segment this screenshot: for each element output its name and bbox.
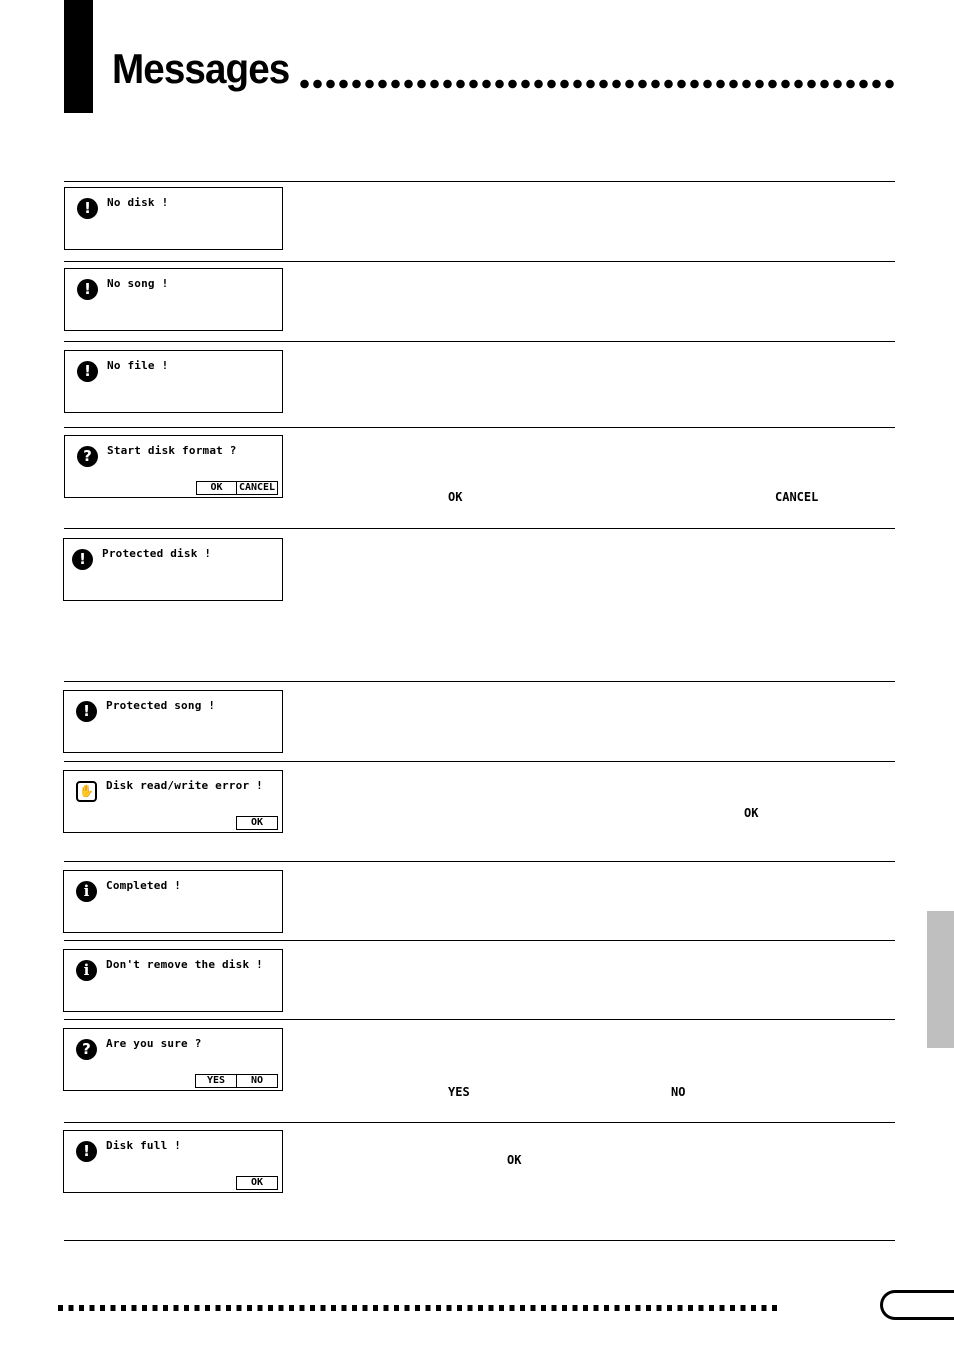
section-divider	[64, 1122, 895, 1123]
chapter-side-tab	[927, 911, 954, 1048]
lcd-message-no-song	[64, 268, 283, 331]
lcd-message-text: Protected song !	[106, 699, 216, 712]
section-divider	[64, 940, 895, 941]
inline-button-label-ok: OK	[744, 806, 759, 820]
inline-button-label-ok: OK	[507, 1153, 522, 1167]
lcd-message-text: Completed !	[106, 879, 182, 892]
section-divider	[64, 341, 895, 342]
section-divider	[64, 528, 895, 529]
lcd-message-text: Disk full !	[106, 1139, 182, 1152]
lcd-ok-button[interactable]: OK	[196, 481, 237, 495]
lcd-message-no-file	[64, 350, 283, 413]
lcd-message-text: Disk read/write error !	[106, 779, 263, 792]
lcd-message-text: Don't remove the disk !	[106, 958, 263, 971]
lcd-message-text: Are you sure ?	[106, 1037, 202, 1050]
inline-button-label-yes: YES	[448, 1085, 470, 1099]
lcd-message-text: No song !	[107, 277, 169, 290]
lcd-message-are-you-sure	[63, 1028, 283, 1091]
lcd-message-disk-read-write-error	[63, 770, 283, 833]
question-icon: ?	[76, 1039, 97, 1060]
inline-button-label-cancel: CANCEL	[775, 490, 819, 504]
exclamation-icon: !	[77, 361, 98, 382]
lcd-ok-button[interactable]: OK	[236, 1176, 278, 1190]
inline-button-label-no: NO	[671, 1085, 686, 1099]
page-title: Messages	[112, 45, 290, 92]
section-divider	[64, 427, 895, 428]
exclamation-icon: !	[72, 549, 93, 570]
page-number-tab	[880, 1290, 954, 1320]
lcd-message-text: No file !	[107, 359, 169, 372]
lcd-message-protected-disk	[63, 538, 283, 601]
question-icon: ?	[77, 446, 98, 467]
hand-stop-icon: ✋	[76, 781, 97, 802]
exclamation-icon: !	[76, 701, 97, 722]
inline-button-label-ok: OK	[448, 490, 463, 504]
lcd-message-start-disk-format	[64, 435, 283, 498]
info-icon: i	[76, 881, 97, 902]
section-divider	[64, 1019, 895, 1020]
lcd-message-disk-full	[63, 1130, 283, 1193]
title-bar-decoration	[64, 0, 93, 113]
section-divider	[64, 861, 895, 862]
lcd-message-dont-remove-disk	[63, 949, 283, 1012]
footer-dash-leader	[58, 1305, 780, 1311]
lcd-no-button[interactable]: NO	[236, 1074, 278, 1088]
lcd-message-no-disk	[64, 187, 283, 250]
lcd-message-completed	[63, 870, 283, 933]
section-divider	[64, 181, 895, 182]
section-divider	[64, 681, 895, 682]
exclamation-icon: !	[77, 279, 98, 300]
exclamation-icon: !	[76, 1141, 97, 1162]
lcd-message-protected-song	[63, 690, 283, 753]
lcd-ok-button[interactable]: OK	[236, 816, 278, 830]
lcd-message-text: Protected disk !	[102, 547, 212, 560]
exclamation-icon: !	[77, 198, 98, 219]
section-divider	[64, 1240, 895, 1241]
info-icon: i	[76, 960, 97, 981]
lcd-yes-button[interactable]: YES	[195, 1074, 237, 1088]
section-divider	[64, 761, 895, 762]
lcd-message-text: No disk !	[107, 196, 169, 209]
title-dot-leader	[298, 78, 896, 90]
lcd-cancel-button[interactable]: CANCEL	[236, 481, 278, 495]
lcd-message-text: Start disk format ?	[107, 444, 237, 457]
section-divider	[64, 261, 895, 262]
